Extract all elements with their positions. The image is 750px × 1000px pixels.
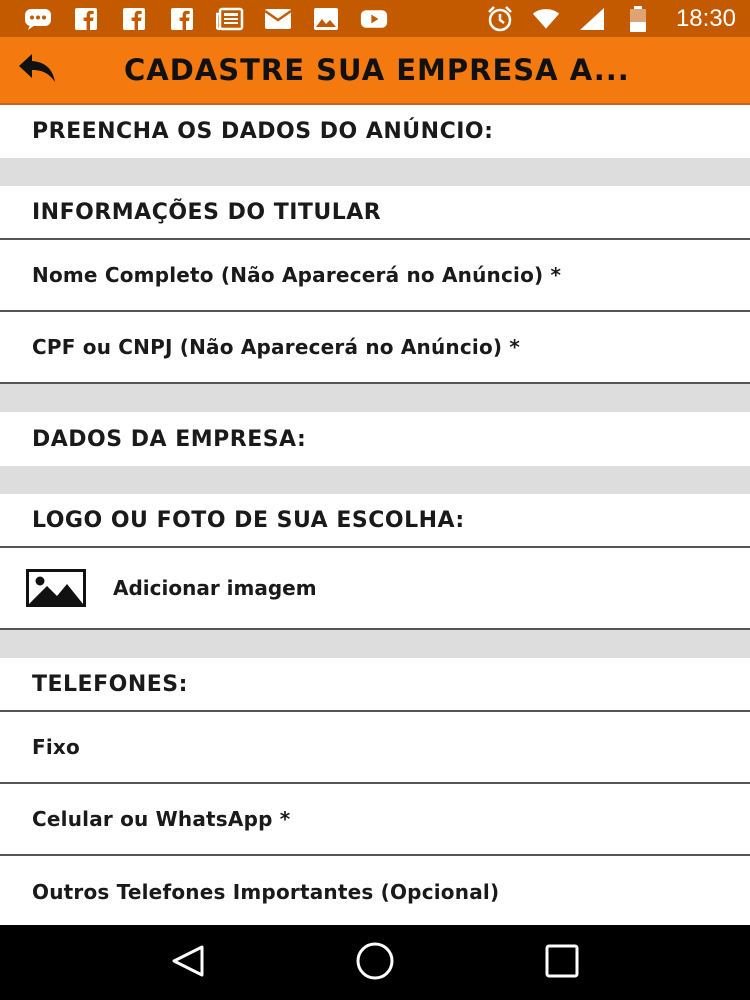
other-phones-label: Outros Telefones Importantes (Opcional)	[32, 880, 500, 904]
section-divider	[0, 384, 750, 412]
landline-field[interactable]	[0, 712, 750, 784]
nav-home-icon	[355, 941, 395, 985]
nav-recents-button[interactable]	[532, 933, 592, 993]
cpf-cnpj-label: CPF ou CNPJ (Não Aparecerá no Anúncio) *	[32, 335, 521, 359]
company-section-heading-text: DADOS DA EMPRESA:	[32, 426, 307, 452]
add-image-button[interactable]	[0, 548, 750, 630]
phones-section-heading-text: TELEFONES:	[32, 671, 188, 697]
mobile-whatsapp-label: Celular ou WhatsApp *	[32, 807, 291, 831]
chat-icon	[24, 7, 52, 31]
system-icons	[486, 5, 736, 33]
nav-back-button[interactable]	[158, 933, 218, 993]
form-content	[0, 105, 750, 925]
intro-heading	[0, 105, 750, 158]
cpf-cnpj-field[interactable]	[0, 312, 750, 384]
other-phones-field[interactable]	[0, 856, 750, 925]
facebook-icon	[72, 7, 100, 31]
holder-section-heading-text: INFORMAÇÕES DO TITULAR	[32, 199, 382, 225]
section-divider	[0, 630, 750, 658]
section-divider	[0, 158, 750, 186]
notification-icons	[24, 7, 388, 31]
intro-heading-text: PREENCHA OS DADOS DO ANÚNCIO:	[32, 119, 494, 144]
nav-recents-icon	[544, 943, 580, 983]
company-section-heading	[0, 412, 750, 466]
battery-icon	[624, 7, 652, 31]
logo-section-heading	[0, 494, 750, 548]
phones-section-heading	[0, 658, 750, 712]
youtube-icon	[360, 7, 388, 31]
section-divider	[0, 466, 750, 494]
status-bar	[0, 0, 750, 37]
nav-back-icon	[170, 944, 206, 982]
navigation-bar	[0, 925, 750, 1000]
news-icon	[216, 7, 244, 31]
mail-icon	[264, 7, 292, 31]
facebook-icon	[168, 7, 196, 31]
app-bar	[0, 37, 750, 105]
alarm-icon	[486, 7, 514, 31]
page-title: CADASTRE SUA EMPRESA A...	[124, 53, 630, 87]
full-name-field[interactable]	[0, 240, 750, 312]
mobile-whatsapp-field[interactable]	[0, 784, 750, 856]
gallery-icon	[312, 7, 340, 31]
back-arrow-icon	[17, 52, 57, 88]
add-image-label: Adicionar imagem	[113, 576, 317, 600]
back-button[interactable]	[0, 36, 74, 104]
logo-section-heading-text: LOGO OU FOTO DE SUA ESCOLHA:	[32, 507, 465, 533]
holder-section-heading	[0, 186, 750, 240]
wifi-icon	[532, 7, 560, 31]
status-time: 18:30	[675, 4, 736, 32]
facebook-icon	[120, 7, 148, 31]
landline-label: Fixo	[32, 735, 80, 759]
image-icon	[26, 569, 86, 607]
nav-home-button[interactable]	[345, 933, 405, 993]
signal-icon	[578, 7, 606, 31]
full-name-label: Nome Completo (Não Aparecerá no Anúncio) *	[32, 263, 562, 287]
